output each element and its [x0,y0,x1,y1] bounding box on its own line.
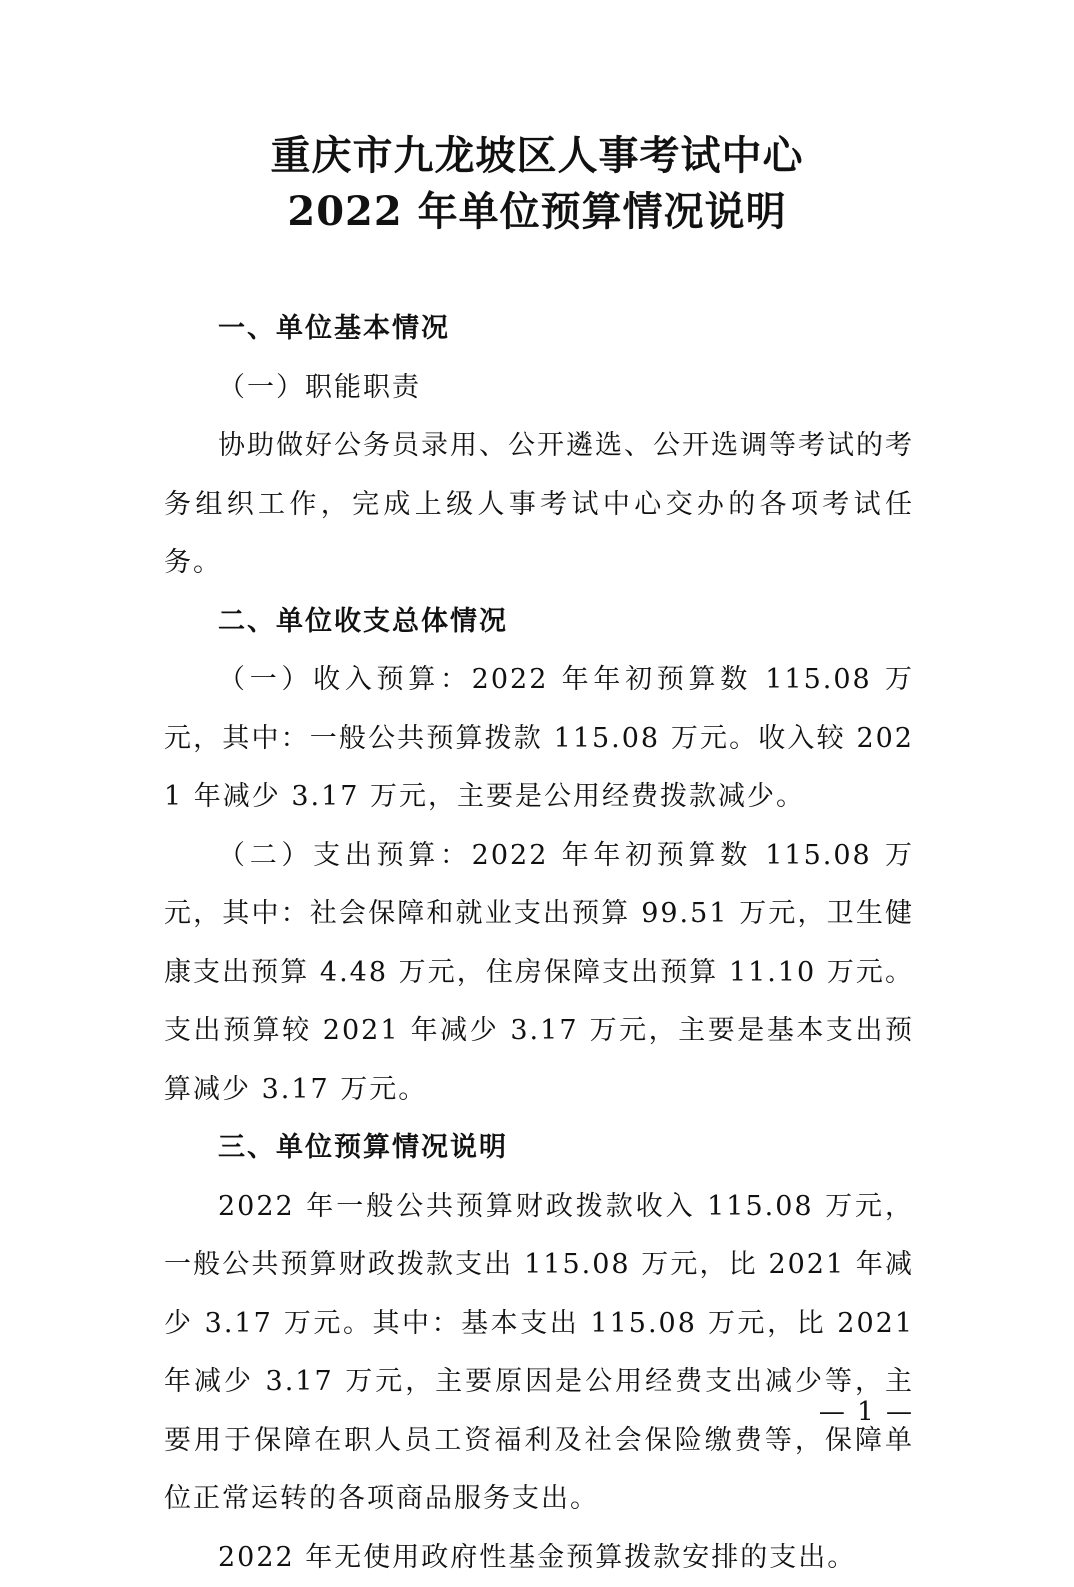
page-number: — 1 — [819,1397,914,1427]
paragraph: （二）支出预算：2022 年年初预算数 115.08 万元，其中：社会保障和就业支出预算 99.51 万元，卫生健康支出预算 4.48 万元，住房保障支出预算 11.10 万元。支出预算较 2021 年减少 3.17 万元，主要是基本支出预算减少 3.17 万元。 [164,827,914,1120]
paragraph: 2022 年无使用政府性基金预算拨款安排的支出。 [164,1529,914,1587]
paragraph: （一）收入预算：2022 年年初预算数 115.08 万元，其中：一般公共预算拨款 115.08 万元。收入较 2021 年减少 3.17 万元，主要是公用经费拨款减少。 [164,651,914,827]
document-title [0,128,1074,240]
section-heading: 二、单位收支总体情况 [164,593,914,652]
title-line-2: 2022 年单位预算情况说明 [0,184,1074,240]
section-heading: 一、单位基本情况 [164,300,914,359]
paragraph: 2022 年一般公共预算财政拨款收入 115.08 万元，一般公共预算财政拨款支出 115.08 万元，比 2021 年减少 3.17 万元。其中：基本支出 115.08 万元，比 2021 年减少 3.17 万元，主要原因是公用经费支出减少等，主要用于保障在职人员工资福利及社会保险缴费等，保障单位正常运转的各项商品服务支出。 [164,1178,914,1529]
title-line-1: 重庆市九龙坡区人事考试中心 [0,128,1074,184]
subsection-heading: （一）职能职责 [164,359,914,418]
paragraph: 协助做好公务员录用、公开遴选、公开选调等考试的考务组织工作，完成上级人事考试中心交办的各项考试任务。 [164,417,914,593]
section-heading: 三、单位预算情况说明 [164,1119,914,1178]
document-body [164,300,914,1587]
